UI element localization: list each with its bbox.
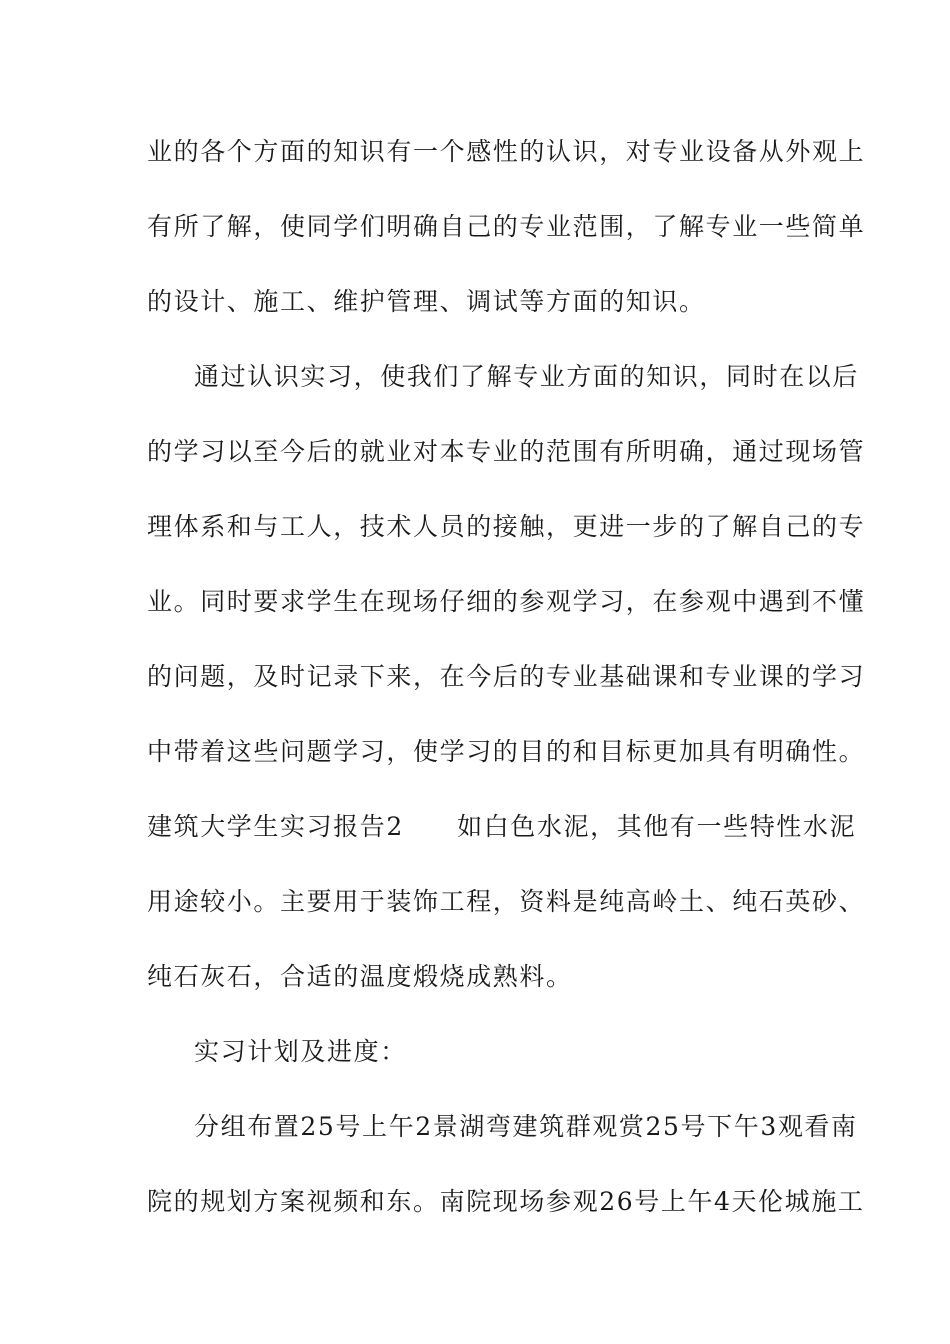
paragraph-line: 通过认识实习，使我们了解专业方面的知识，同时在以后 [194, 362, 860, 391]
section-heading: 实习计划及进度： [194, 1037, 407, 1066]
paragraph-line: 建筑大学生实习报告2 如白色水泥，其他有一些特性水泥 [147, 812, 857, 841]
paragraph-line: 用途较小。主要用于装饰工程，资料是纯高岭土、纯石英砂、 [147, 887, 866, 916]
paragraph-line: 纯石灰石，合适的温度煅烧成熟料。 [147, 962, 573, 991]
paragraph-line: 的设计、施工、维护管理、调试等方面的知识。 [147, 287, 706, 316]
paragraph-line: 理体系和与工人，技术人员的接触，更进一步的了解自己的专 [147, 512, 866, 541]
paragraph-line: 的学习以至今后的就业对本专业的范围有所明确，通过现场管 [147, 437, 866, 466]
paragraph-line: 业的各个方面的知识有一个感性的认识，对专业设备从外观上 [147, 137, 866, 166]
paragraph-line: 的问题，及时记录下来，在今后的专业基础课和专业课的学习 [147, 662, 866, 691]
paragraph-line: 有所了解，使同学们明确自己的专业范围，了解专业一些简单 [147, 212, 866, 241]
paragraph-line: 院的规划方案视频和东。南院现场参观26号上午4天伦城施工 [147, 1187, 865, 1216]
paragraph-line: 分组布置25号上午2景湖弯建筑群观赏25号下午3观看南 [194, 1112, 858, 1141]
paragraph-line: 业。同时要求学生在现场仔细的参观学习，在参观中遇到不懂 [147, 587, 866, 616]
paragraph-line: 中带着这些问题学习，使学习的目的和目标更加具有明确性。 [147, 737, 866, 766]
